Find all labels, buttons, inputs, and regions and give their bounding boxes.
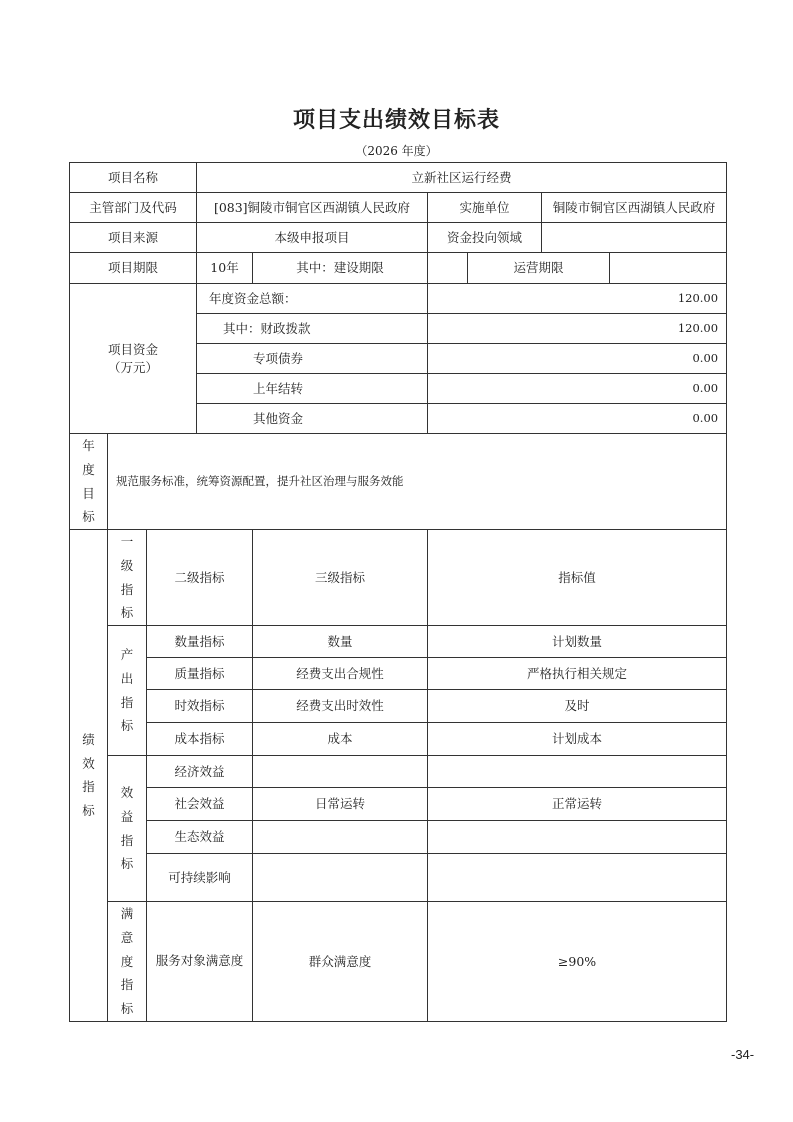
funds-unit: （万元） (107, 359, 158, 375)
goal-label: 年度目标 (70, 434, 108, 530)
header-level2: 二级指标 (147, 530, 253, 626)
header-level3: 三级指标 (253, 530, 428, 626)
fund-value: 0.00 (428, 374, 727, 404)
level3: 成本 (253, 723, 428, 756)
level3 (253, 821, 428, 854)
label-source: 项目来源 (70, 223, 197, 253)
impl: 铜陵市铜官区西湖镇人民政府 (542, 193, 727, 223)
benefit-label: 效益指标 (108, 756, 147, 902)
label-impl: 实施单位 (428, 193, 542, 223)
goal-text: 规范服务标准，统筹资源配置，提升社区治理与服务效能 (108, 434, 727, 530)
fund-value: 120.00 (428, 284, 727, 314)
fund-value: 120.00 (428, 314, 727, 344)
label-project-name: 项目名称 (70, 163, 197, 193)
header-level1: 一级指标 (108, 530, 147, 626)
target-value: 正常运转 (428, 788, 727, 821)
project-name: 立新社区运行经费 (197, 163, 727, 193)
fund-value: 0.00 (428, 404, 727, 434)
label-build: 其中：建设期限 (253, 253, 428, 284)
level2: 成本指标 (147, 723, 253, 756)
fund-label: 其中：财政拨款 (197, 314, 428, 344)
level3: 群众满意度 (253, 902, 428, 1022)
level2: 时效指标 (147, 690, 253, 723)
label-period: 项目期限 (70, 253, 197, 284)
level2: 社会效益 (147, 788, 253, 821)
level3 (253, 854, 428, 902)
dept: [083]铜陵市铜官区西湖镇人民政府 (197, 193, 428, 223)
build (428, 253, 468, 284)
label-field: 资金投向领域 (428, 223, 542, 253)
target-value: 及时 (428, 690, 727, 723)
label-dept: 主管部门及代码 (70, 193, 197, 223)
level3: 数量 (253, 626, 428, 658)
level2: 经济效益 (147, 756, 253, 788)
target-value: ≥90% (428, 902, 727, 1022)
satisfaction-label: 满意度指标 (108, 902, 147, 1022)
header-value: 指标值 (428, 530, 727, 626)
fund-value: 0.00 (428, 344, 727, 374)
level2: 数量指标 (147, 626, 253, 658)
funds-label-cell (70, 284, 197, 434)
subtitle: （2026 年度） (355, 144, 438, 158)
page-title: 项目支出绩效目标表 (292, 108, 500, 133)
target-value (428, 756, 727, 788)
target-value (428, 821, 727, 854)
level2: 服务对象满意度 (147, 902, 253, 1022)
output-label: 产出指标 (108, 626, 147, 756)
fund-label: 上年结转 (197, 374, 428, 404)
level3: 经费支出时效性 (253, 690, 428, 723)
page-number: -34- (731, 1047, 755, 1062)
target-value: 计划成本 (428, 723, 727, 756)
level2: 生态效益 (147, 821, 253, 854)
target-value: 计划数量 (428, 626, 727, 658)
fund-label: 其他资金 (197, 404, 428, 434)
fund-label: 年度资金总额： (197, 284, 428, 314)
label-ops: 运营期限 (468, 253, 610, 284)
level2: 质量指标 (147, 658, 253, 690)
field (542, 223, 727, 253)
source: 本级申报项目 (197, 223, 428, 253)
target-value (428, 854, 727, 902)
period: 10年 (197, 253, 253, 284)
ops (610, 253, 727, 284)
funds-label: 项目资金 (107, 342, 158, 357)
level3 (253, 756, 428, 788)
level3: 日常运转 (253, 788, 428, 821)
level2: 可持续影响 (147, 854, 253, 902)
performance-table (69, 162, 727, 1022)
fund-label: 专项债券 (197, 344, 428, 374)
indicators-label: 绩效指标 (70, 530, 108, 1022)
level3: 经费支出合规性 (253, 658, 428, 690)
target-value: 严格执行相关规定 (428, 658, 727, 690)
